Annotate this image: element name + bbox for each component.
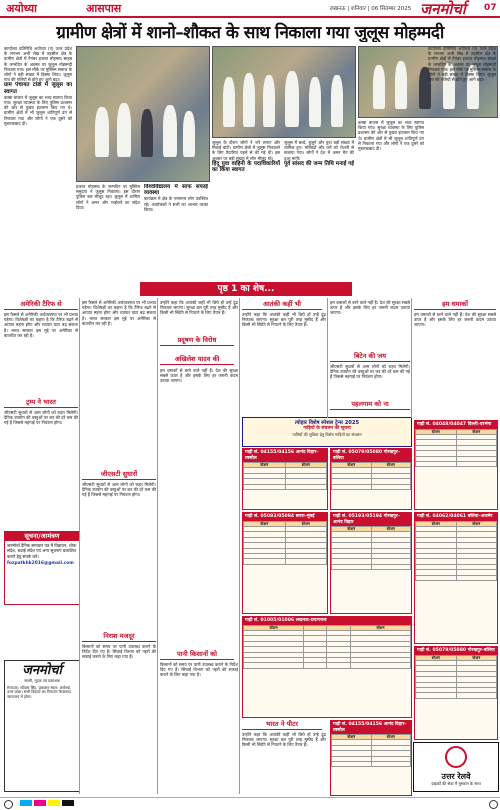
colhead-akhilesh: अखिलेश यादव की (160, 355, 234, 365)
railway-logo-icon (445, 746, 467, 768)
lead-text-b: कस्बा बाजार में जुलूस का भव्य स्वागत किया गया। सुरक्षा व्यवस्था के लिए पुलिस प्रशासन की ओर से पुख्ता इंतजाम किए गए थे। ग्रामीण क्षेत्रों में भी जुलूस शांतिपूर्ण ढंग से निकाला गया और लोगों ने एक दूसरे को मुबारकबाद दी। (4, 94, 72, 126)
lead-text-f: कस्बा बाजार में जुलूस का भव्य स्वागत किया गया। सुरक्षा व्यवस्था के लिए पुलिस प्रशासन की ओर से पुख्ता इंतजाम किए गए थे। ग्रामीण क्षेत्रों में भी जुलूस शांतिपूर्ण ढंग से निकाला गया और लोगों ने एक दूसरे को मुबारकबाद दी। (358, 120, 424, 152)
station-header: स्टेशन (371, 527, 411, 532)
procession-photo-1 (76, 46, 210, 182)
rail-box-6 (414, 512, 498, 644)
rail-box-title: गाड़ी सं. 04062/04061 बलिया–अजमेर (415, 513, 497, 521)
rail-box-title: गाड़ी सं. 04155/04156 आनंद विहार–रक्सौल (243, 449, 327, 462)
lead-column-4 (212, 140, 280, 278)
registration-mark-icon (489, 800, 498, 809)
lead-column-7 (428, 46, 496, 278)
lead-sub-e: पूर्व सांसद की जन्म तिथि मनाई गई (284, 160, 354, 167)
lead-text-d: जुलूस के दौरान लोगों ने नारे लगाए और मिठाई बांटी। ग्रामीण क्षेत्रों में जुलूस निकालने के लिए तैयारियां पहले से की गई थीं। इस अवसर पर बड़ी संख्या में लोग मौजूद रहे। (212, 140, 280, 161)
rail-table (243, 521, 327, 565)
text-britain: जीएसटी सुधारों से आम लोगों को राहत मिलेगी। दैनिक उपयोग की वस्तुओं पर कर की दरें कम की गई हैं जिससे महंगाई पर नियंत्रण होगा। (330, 364, 410, 380)
station-header: स्टेशन (456, 429, 497, 434)
station-header: स्टेशन (332, 735, 372, 740)
lead-sub-a: ग्राम पंचायत टांडा में जुलूस का स्वागत (4, 82, 72, 95)
station-header: स्टेशन (371, 735, 411, 740)
masthead-body: संपादक: शीतला सिंह, प्रकाशन स्थल: अयोध्या, उत्तर प्रदेश। सभी विवादों का निपटारा फैजाबाद न्यायालय में होगा। (7, 684, 72, 699)
rail-box-title: गाड़ी सं. 05079/05080 गोरखपुर–बलिया (331, 449, 411, 462)
station-header: स्टेशन (285, 521, 327, 526)
rail-box-3 (414, 420, 498, 510)
station-header: स्टेशन (371, 463, 411, 468)
lead-text-c: हजरत मोहम्मद के जन्मदिन पर मुस्लिम समुदाय ने जुलूस निकाला। इस दौरान पुलिस बल मौजूद रहा। जुलूस में शामिल लोगों ने अमन और भाईचारे का संदेश दिया। (76, 184, 140, 210)
rail-box-title: गाड़ी सं. 05193/05194 गोरखपुर–आनंद विहार (331, 513, 411, 526)
station-header: स्टेशन (350, 625, 410, 630)
rail-box-title: गाड़ी सं. 05083/05084 छपरा–मुंबई (243, 513, 327, 521)
station-header: स्टेशन (416, 521, 457, 526)
masthead-box (4, 660, 80, 792)
colhead-aatanki: आतंकी कहीं भी (242, 300, 322, 310)
rail-box-1 (242, 448, 328, 510)
rail-box-title: गाड़ी सं. 05079/05080 गोरखपुर–बलिया (415, 647, 497, 655)
colhead-britain: बिटेन की जय (330, 352, 410, 362)
continued-banner: पृष्ठ 1 का शेष... (140, 282, 352, 296)
text-dhamake: हम धमाकों से डरने वाले नहीं हैं। देश की सुरक्षा सबसे ऊपर है और इसके लिए हर जरूरी कदम उठाया जाएगा। (414, 312, 496, 328)
station-header: स्टेशन (416, 655, 457, 660)
rail-table (415, 521, 497, 581)
magenta-swatch (34, 800, 46, 806)
colhead-majdoor: निराश मजदूर (82, 632, 156, 642)
rail-table (331, 462, 411, 490)
text-col5a: हम धमाकों से डरने वाले नहीं हैं। देश की सुरक्षा सबसे ऊपर है और इसके लिए हर जरूरी कदम उठाया जाएगा। (330, 300, 410, 316)
railway-ad-line3: यात्रियों की सुविधा हेतु विशेष गाड़ियों का संचलन (292, 431, 362, 437)
text-majdoor: किसानों को समय पर पानी उपलब्ध कराने के निर्देश दिए गए हैं। सिंचाई विभाग को नहरों की सफाई कराने के लिए कहा गया है। (82, 644, 156, 660)
text-col2a: इस फैसले से अमेरिकी अर्थव्यवस्था पर भी प्रभाव पड़ेगा। विशेषज्ञों का कहना है कि टैरिफ बढ़ने से आयात महंगा होगा और व्यापार घाटा बढ़ सकता है। भारत सरकार इस मुद्दे पर अमेरिका से बातचीत कर रही है। (82, 300, 156, 326)
main-headline: ग्रामीण क्षेत्रों में शानो–शौकत के साथ निकाला गया जुलूस मोहम्मदी (56, 23, 444, 42)
notice-ad-email: fozpatkhk2016@gmail.com (7, 561, 74, 567)
notice-ad-title: सूचना/आमंत्रण (5, 532, 79, 541)
station-header: स्टेशन (456, 655, 497, 660)
text-kisan: किसानों को समय पर पानी उपलब्ध कराने के निर्देश दिए गए हैं। सिंचाई विभाग को नहरों की सफाई कराने के लिए कहा गया है। (160, 662, 238, 678)
northern-railway-subtitle: ग्राहकों की सेवा में मुस्कान के साथ (431, 781, 481, 786)
colhead-dhamake: हम धमाकों (414, 300, 496, 310)
railway-ad-line1: त्योहार विशेष स्पेशल ट्रेन्स 2025 (294, 420, 360, 426)
rail-table (331, 734, 411, 767)
station-header: स्टेशन (244, 625, 304, 630)
newspaper-brand: जनमोर्चा (420, 0, 466, 18)
text-peter: उन्होंने कहा कि आतंकी कहीं भी छिपे हों उन्हें ढूंढ निकाला जाएगा। सुरक्षा बल पूरी तरह मुस्तैद हैं और किसी भी स्थिति से निपटने के लिए तैयार हैं। (242, 732, 326, 748)
lead-column-5 (284, 140, 354, 278)
text-akhilesh: हम धमाकों से डरने वाले नहीं हैं। देश की सुरक्षा सबसे ऊपर है और इसके लिए हर जरूरी कदम उठाया जाएगा। (160, 368, 238, 384)
station-header: स्टेशन (285, 463, 327, 468)
rail-box-8 (330, 720, 412, 796)
lead-text-e: जुलूस में बच्चे, बुजुर्ग और युवा बड़ी संख्या में शामिल हुए। मस्जिदों और घरों को रोशनी से सजाया गया। लोगों ने देश में अमन चैन की दुआ मांगी। (284, 140, 354, 161)
page-number: 07 (484, 3, 497, 13)
station-header: स्टेशन (456, 521, 497, 526)
lead-sub-d: हिंदू युवा वाहिनी के पदाधिकारियों का किया स्वागत (212, 160, 280, 174)
text-gst: जीएसटी सुधारों से आम लोगों को राहत मिलेगी। दैनिक उपयोग की वस्तुओं पर कर की दरें कम की गई हैं जिससे महंगाई पर नियंत्रण होगा। (82, 482, 156, 498)
rail-box-title: गाड़ी सं. 04155/04156 आनंद विहार–रक्सौल (331, 721, 411, 734)
issue-date: लखनऊ | शनिवार | 06 सितम्बर 2025 (330, 6, 412, 12)
lead-column-1 (4, 46, 72, 278)
masthead-tagline: स्वामी, मुद्रक एवं प्रकाशक (24, 678, 60, 683)
railway-special-ad (242, 417, 412, 447)
page-header (0, 0, 500, 18)
station-header: स्टेशन (332, 527, 372, 532)
cyan-swatch (20, 800, 32, 806)
rail-table (243, 625, 411, 669)
colhead-tariff: अमेरिकी टैरिफ से (4, 300, 78, 310)
notice-ad-box (4, 531, 80, 605)
lead-column-6 (358, 120, 424, 278)
northern-railway-title: उत्तर रेलवे (441, 772, 471, 781)
station-header: स्टेशन (244, 521, 286, 526)
text-col3a: उन्होंने कहा कि आतंकी कहीं भी छिपे हों उन्हें ढूंढ निकाला जाएगा। सुरक्षा बल पूरी तरह मुस्तैद हैं और किसी भी स्थिति से निपटने के लिए तैयार हैं। (160, 300, 238, 316)
colhead-peter: भारत ने पीटर (242, 720, 322, 730)
print-registration-strip (0, 797, 500, 810)
rail-box-5 (330, 512, 412, 614)
masthead-logo: जनमोर्चा (22, 663, 62, 678)
yellow-swatch (48, 800, 60, 806)
colhead-gst: जीएसटी सुधारों (82, 470, 156, 480)
text-trump: जीएसटी सुधारों से आम लोगों को राहत मिलेगी। दैनिक उपयोग की वस्तुओं पर कर की दरें कम की गई हैं जिससे महंगाई पर नियंत्रण होगा। (4, 410, 78, 426)
lead-sub-c: विश्वविद्यालय में साफ सफाई व्यवस्था (144, 184, 208, 197)
notice-ad-body: जनमोर्चा दैनिक समाचार पत्र में विज्ञापन, शोक संदेश, बधाई संदेश एवं अन्य सूचनाएं प्रकाशित कराने हेतु संपर्क करें। (7, 543, 77, 559)
colhead-pollution: प्रदूषण के विरोध (160, 336, 234, 346)
lead-text-a: कार्यालय प्रतिनिधि अयोध्या (ए) उत्तर प्रदेश के लगभग अभी लेख में तहसील क्षेत्र के ग्रामीण क्षेत्रों में पैगंबर हजरत मोहम्मद साहब के जन्मदिन के अवसर पर जुलूस मोहम्मदी निकाला गया। इस मौके पर मुस्लिम समाज के लोगों ने बड़ी संख्या में हिस्सा लिया। जुलूस गांव की गलियों से होते हुए आगे बढ़ा। (4, 46, 72, 83)
text-tariff: इस फैसले से अमेरिकी अर्थव्यवस्था पर भी प्रभाव पड़ेगा। विशेषज्ञों का कहना है कि टैरिफ बढ़ने से आयात महंगा होगा और व्यापार घाटा बढ़ सकता है। भारत सरकार इस मुद्दे पर अमेरिका से बातचीत कर रही है। (4, 312, 78, 338)
rail-table (415, 429, 497, 468)
lead-text-c2: कार्यक्रम में क्षेत्र के गणमान्य लोग उपस्थित रहे। आयोजकों ने सभी का आभार व्यक्त किया। (144, 196, 208, 212)
registration-mark-icon (4, 800, 13, 809)
lead-text-g: कार्यालय प्रतिनिधि अयोध्या (ए) उत्तर प्रदेश के लगभग अभी लेख में तहसील क्षेत्र के ग्रामीण क्षेत्रों में पैगंबर हजरत मोहम्मद साहब के जन्मदिन के अवसर पर जुलूस मोहम्मदी निकाला गया। इस मौके पर मुस्लिम समाज के लोगों ने बड़ी संख्या में हिस्सा लिया। जुलूस गांव की गलियों से होते हुए आगे बढ़ा। (428, 46, 496, 83)
lead-column-2 (76, 184, 140, 278)
section-label-aaspaas: आसपास (86, 2, 122, 15)
procession-photo-2 (212, 46, 356, 138)
rail-table (331, 526, 411, 570)
rail-table (415, 655, 497, 699)
northern-railway-ad (413, 742, 499, 792)
colhead-pahalgam: पहलगाम को ना (330, 400, 410, 410)
rail-box-4 (242, 512, 328, 614)
station-header: स्टेशन (244, 463, 286, 468)
rail-box-2 (330, 448, 412, 510)
rail-box-7 (242, 616, 412, 718)
colhead-trump: ट्रम्प ने भारत (4, 398, 78, 408)
station-header: स्टेशन (332, 463, 372, 468)
colhead-kisan: पानी किसानों को (160, 650, 234, 660)
black-swatch (62, 800, 74, 806)
rail-box-title: गाड़ी सं. 01005/01006 लखनऊ–प्रयागराज (243, 617, 411, 625)
rail-box-title: गाड़ी सं. 04048/04047 दिल्ली–दरभंगा (415, 421, 497, 429)
station-header: स्टेशन (416, 429, 457, 434)
lead-column-3 (144, 184, 208, 278)
rail-box-9 (414, 646, 498, 740)
rail-table (243, 462, 327, 490)
text-aatanki: उन्होंने कहा कि आतंकी कहीं भी छिपे हों उन्हें ढूंढ निकाला जाएगा। सुरक्षा बल पूरी तरह मुस्तैद हैं और किसी भी स्थिति से निपटने के लिए तैयार हैं। (242, 312, 326, 328)
section-label-ayodhya: अयोध्या (6, 2, 37, 15)
railway-ad-line2: गाड़ियों के संचलन की सूचना (303, 426, 351, 431)
